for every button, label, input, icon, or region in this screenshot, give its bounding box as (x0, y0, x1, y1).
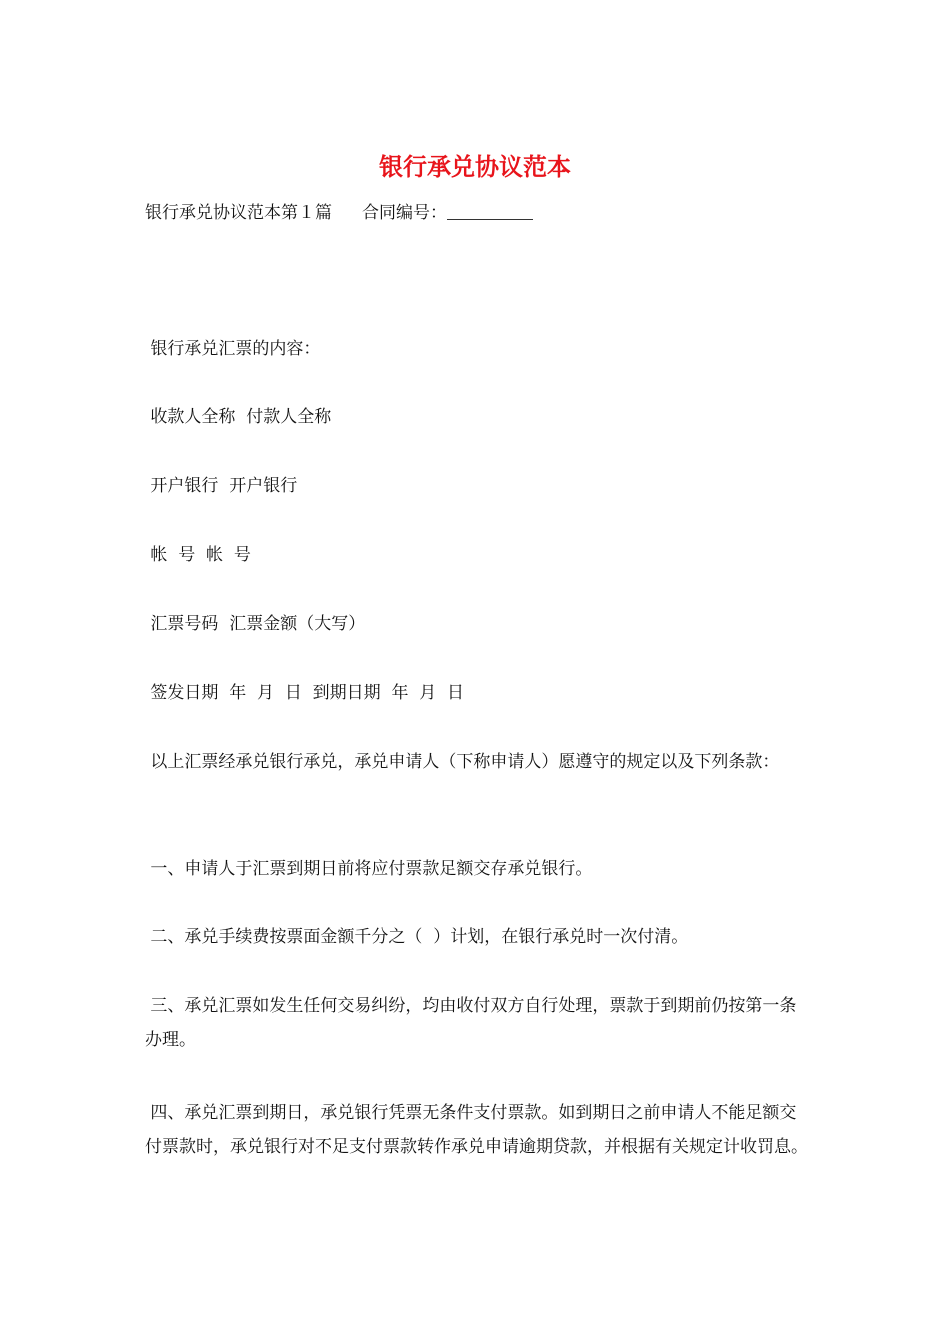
paragraph-clause-3: 三、承兑汇票如发生任何交易纠纷，均由收付双方自行处理，票款于到期前仍按第一条办理。 (145, 996, 797, 1050)
paragraph-clause-4: 四、承兑汇票到期日，承兑银行凭票无条件支付票款。如到期日之前申请人不能足额交付票款时，承兑银行对不足支付票款转作承兑申请逾期贷款，并根据有关规定计收罚息。 (145, 1103, 808, 1157)
document-title: 银行承兑协议范本 (379, 152, 571, 181)
paragraph-payee-payer: 收款人全称 付款人全称 (145, 407, 332, 427)
paragraph-bank: 开户银行 开户银行 (145, 476, 298, 496)
paragraph-content-header: 银行承兑汇票的内容： (145, 339, 321, 359)
paragraph-dates: 签发日期 年 月 日 到期日期 年 月 日 (145, 683, 465, 703)
paragraph-account: 帐 号 帐 号 (145, 545, 251, 565)
paragraph-clause-1: 一、申请人于汇票到期日前将应付票款足额交存承兑银行。 (145, 859, 593, 879)
paragraph-draft-number: 汇票号码 汇票金额（大写） (145, 614, 366, 634)
paragraph-intro: 以上汇票经承兑银行承兑，承兑申请人（下称申请人）愿遵守的规定以及下列条款： (145, 752, 780, 772)
subtitle-part: 银行承兑协议范本第１篇 (145, 203, 332, 223)
paragraph-clause-2: 二、承兑手续费按票面金额千分之（ ）计划，在银行承兑时一次付清。 (145, 927, 689, 947)
contract-number-blank (447, 201, 533, 220)
contract-number-label: 合同编号： (362, 203, 447, 223)
document-subtitle (145, 200, 533, 226)
